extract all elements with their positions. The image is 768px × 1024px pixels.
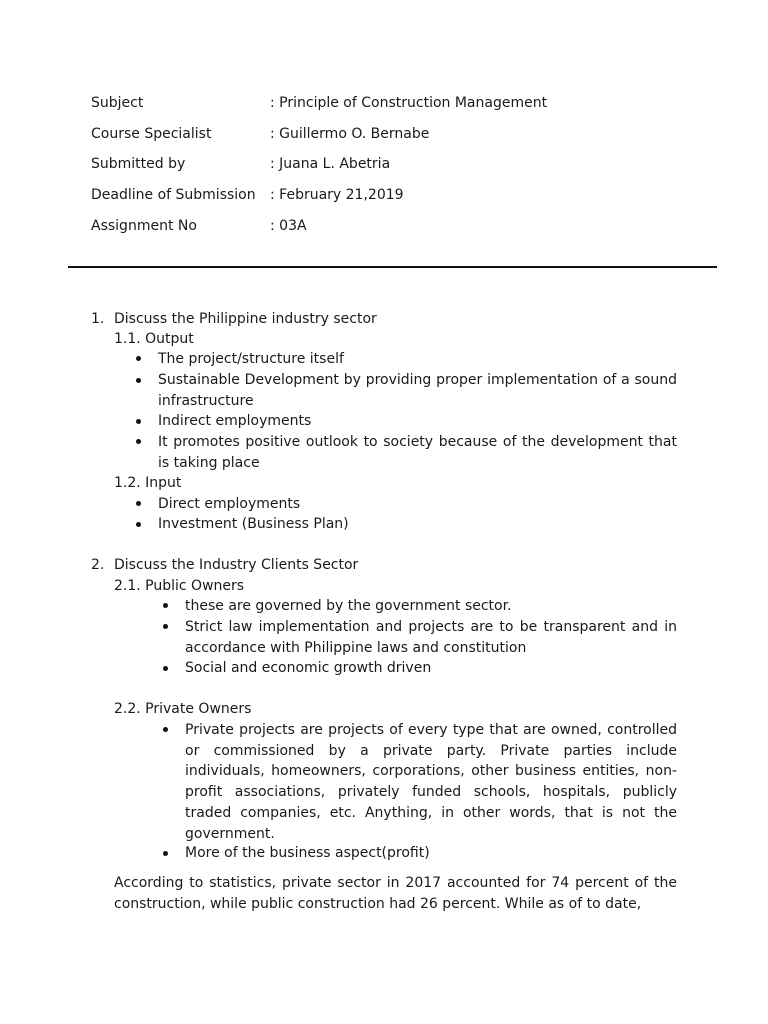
list-item: More of the business aspect(profit) xyxy=(185,845,430,861)
bullet-icon xyxy=(163,851,168,856)
section2-sub2-heading: 2.2. Private Owners xyxy=(114,701,252,717)
list-item: Strict law implementation and projects are to be transparent and in accordance with Philippine laws and constitution xyxy=(185,619,677,656)
submitted-label: Submitted by xyxy=(91,156,186,172)
deadline-label: Deadline of Submission xyxy=(91,187,256,203)
assignment-label: Assignment No xyxy=(91,218,197,234)
list-item: Indirect employments xyxy=(158,413,312,429)
bullet-icon xyxy=(136,439,141,444)
subject-label: Subject xyxy=(91,95,144,111)
subject-value: : Principle of Construction Management xyxy=(270,95,548,111)
section2-sub1-heading: 2.1. Public Owners xyxy=(114,578,245,594)
header-divider xyxy=(68,266,717,268)
section1-sub1-heading: 1.1. Output xyxy=(114,331,194,347)
section2-number: 2. xyxy=(91,557,105,573)
specialist-label: Course Specialist xyxy=(91,126,212,142)
bullet-icon xyxy=(136,378,141,383)
list-item: Social and economic growth driven xyxy=(185,660,432,676)
list-item: Sustainable Development by providing proper implementation of a sound infrastructure xyxy=(158,372,677,409)
section2-title: Discuss the Industry Clients Sector xyxy=(114,557,359,573)
bullet-icon xyxy=(163,624,168,629)
list-item: these are governed by the government sector. xyxy=(185,598,512,614)
section1-title: Discuss the Philippine industry sector xyxy=(114,311,377,327)
deadline-value: : February 21,2019 xyxy=(270,187,404,203)
bullet-icon xyxy=(163,666,168,671)
bullet-icon xyxy=(163,727,168,732)
section1-number: 1. xyxy=(91,311,105,327)
section1-sub2-heading: 1.2. Input xyxy=(114,475,182,491)
list-item: It promotes positive outlook to society because of the development that is taking place xyxy=(158,434,677,471)
list-item: The project/structure itself xyxy=(158,351,344,367)
bullet-icon xyxy=(136,501,141,506)
list-item: Private projects are projects of every type that are owned, controlled or commissioned by a private party. Private parties include individuals, homeowners, corporations, other business entities, non-profit associations, privately funded schools, hospitals, publicly traded companies, etc. Anything, in other words, that is not the government. xyxy=(185,722,677,842)
bullet-icon xyxy=(163,603,168,608)
bullet-icon xyxy=(136,419,141,424)
list-item: Investment (Business Plan) xyxy=(158,516,349,532)
submitted-value: : Juana L. Abetria xyxy=(270,156,391,172)
bullet-icon xyxy=(136,522,141,527)
assignment-value: : 03A xyxy=(270,218,307,234)
specialist-value: : Guillermo O. Bernabe xyxy=(270,126,430,142)
list-item: Direct employments xyxy=(158,496,301,512)
statistics-paragraph: According to statistics, private sector in 2017 accounted for 74 percent of the construction, while public construction had 26 percent. While as of to date, xyxy=(114,875,677,912)
bullet-icon xyxy=(136,356,141,361)
